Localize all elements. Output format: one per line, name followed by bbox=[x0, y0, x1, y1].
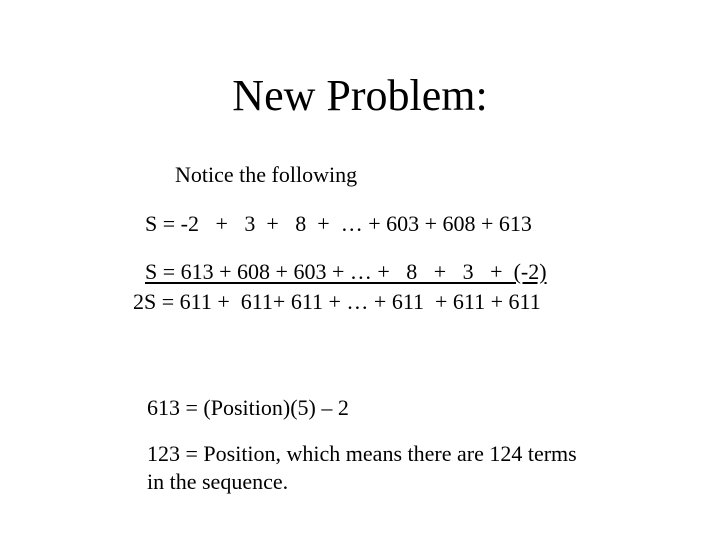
intro-text: Notice the following bbox=[175, 162, 358, 187]
doubled-sum-equation: 2S = 611 + 611+ 611 + … + 611 + 611 + 611 bbox=[133, 289, 541, 314]
position-formula: 613 = (Position)(5) – 2 bbox=[147, 395, 349, 420]
slide-title: New Problem: bbox=[232, 71, 488, 120]
reverse-sum-equation: S = 613 + 608 + 603 + … + 8 + 3 + (-2) bbox=[145, 259, 547, 284]
forward-sum-equation: S = -2 + 3 + 8 + … + 603 + 608 + 613 bbox=[145, 211, 532, 236]
conclusion-text: 123 = Position, which means there are 124 terms in the sequence. bbox=[147, 441, 577, 494]
